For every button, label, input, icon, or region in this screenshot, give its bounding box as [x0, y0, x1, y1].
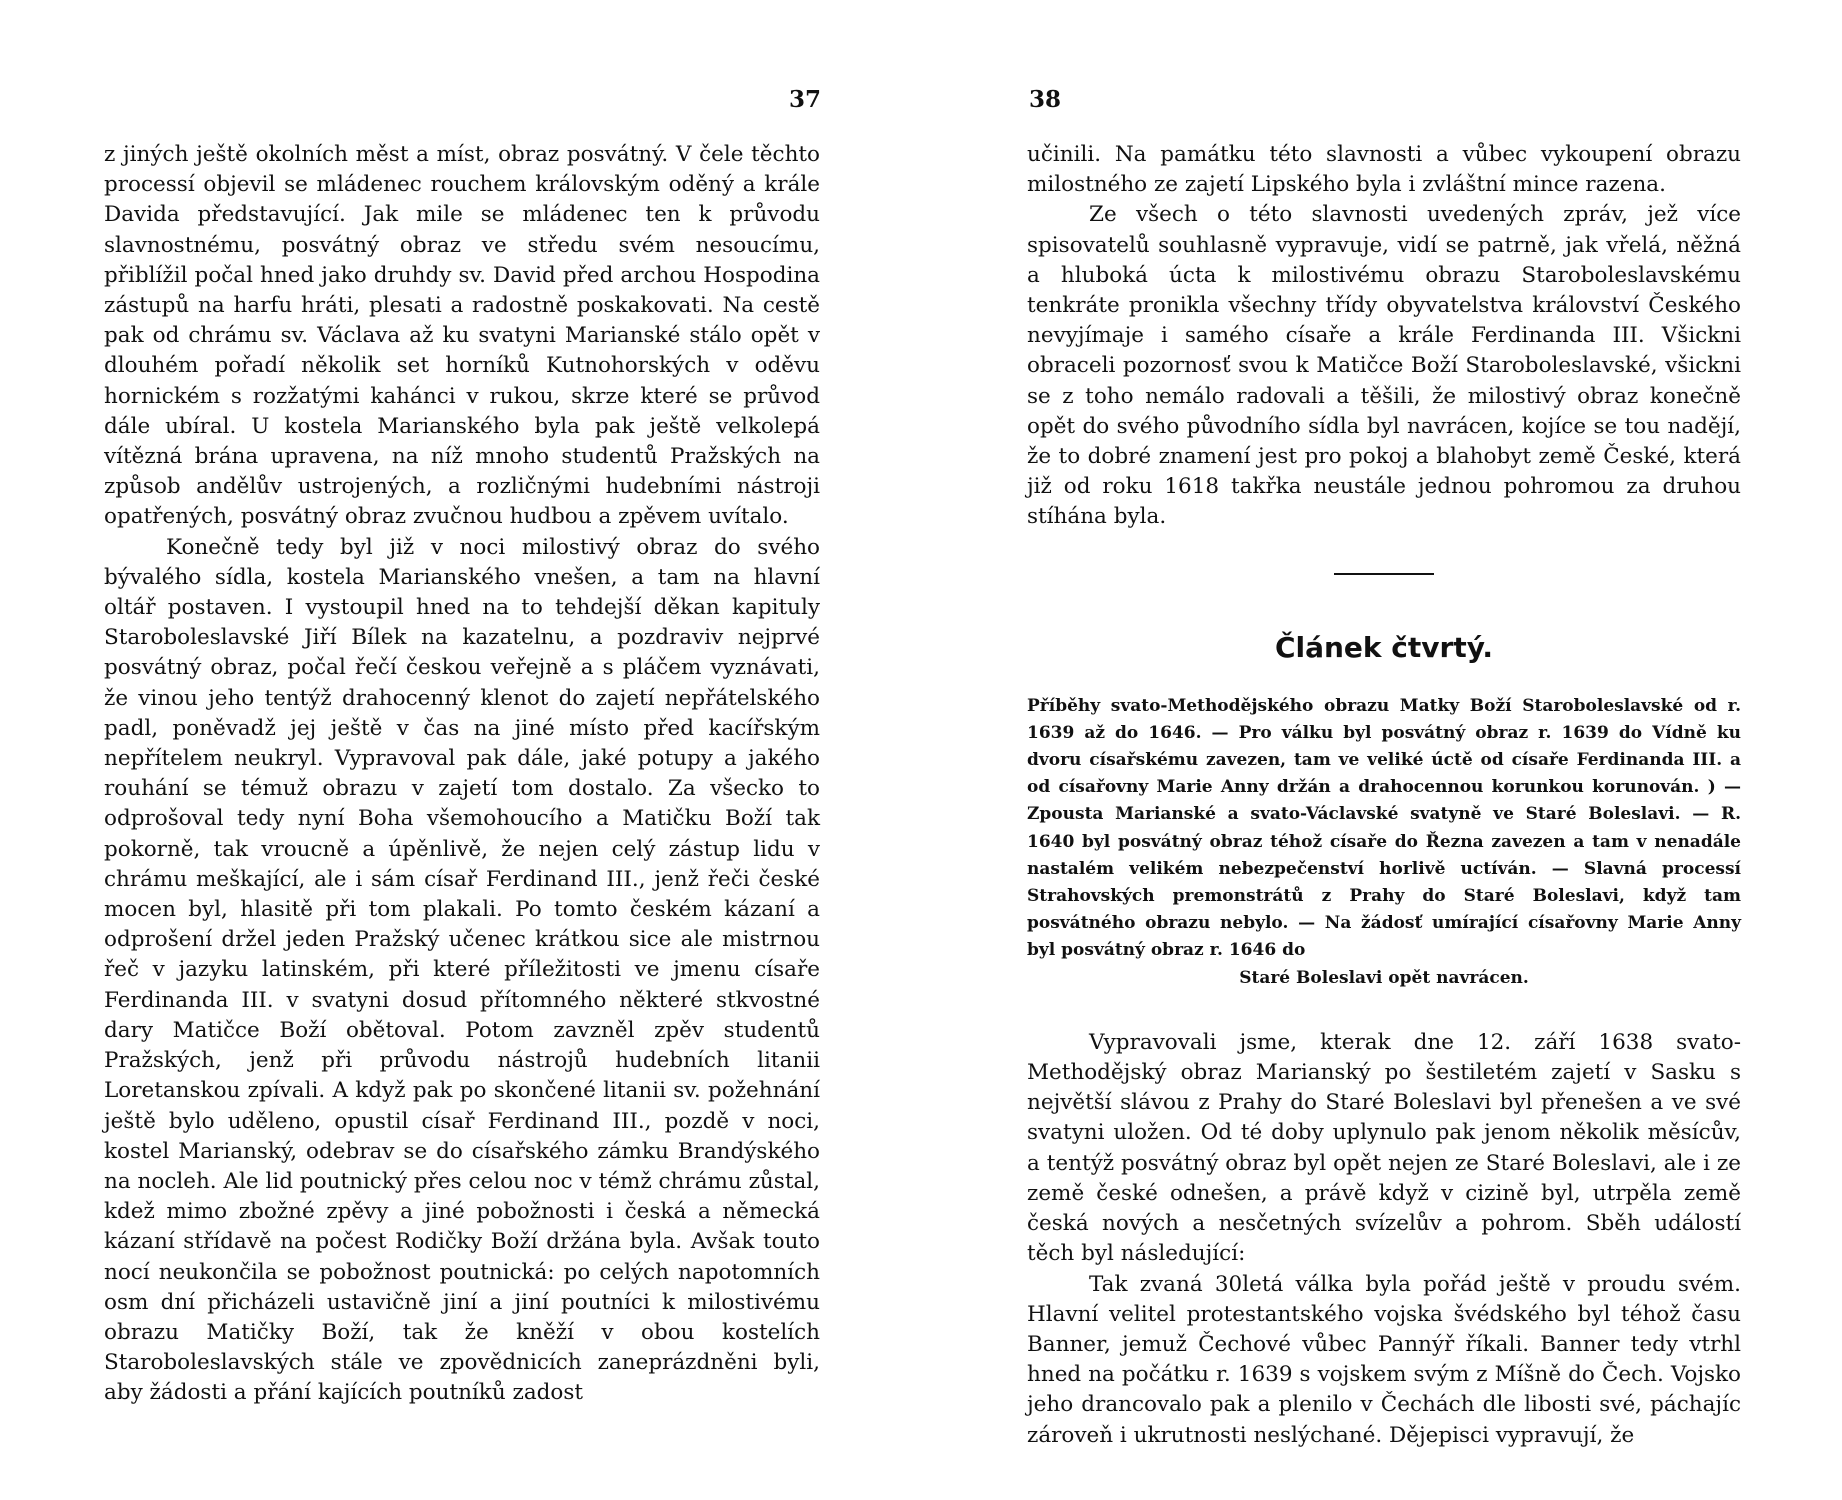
paragraph: učinili. Na památku této slavnosti a vůbec vykoupení obrazu milostného ze zajetí Lipského byla i zvláštní mince razena.	[1027, 142, 1741, 198]
paragraph: z jiných ještě okolních měst a míst, obraz posvátný. V čele těchto processí objevil se mládenec rouchem královským oděný a krále Davida představující. Jak mile se mládenec ten k průvodu slavnostnému, posvátný obraz ve středu svém nesoucímu, přiblížil počal hned jako druhdy sv. David před archou Hospodina zástupů na harfu hráti, plesati a radostně poskakovati. Na cestě pak od chrámu sv. Václava až ku svatyni Marianské stálo opět v dlouhém pořadí několik set horníků Kutnohorských v oděvu hornickém s rozžatými kahánci v rukou, skrze které se průvod dále ubíral. U kostela Marianského byla pak ještě velkolepá vítězná brána upravena, na níž mnoho studentů Pražských na způsob andělův ustrojených, a rozličnými hudebními nástroji opatřených, posvátný obraz zvučnou hudbou a zpěvem uvítalo.	[104, 142, 820, 530]
paragraph: Konečně tedy byl již v noci milostivý obraz do svého bývalého sídla, kostela Marianského vnešen, a tam na hlavní oltář postaven. I vystoupil hned na to tehdejší děkan kapituly Staroboleslavské Jiří Bílek na kazatelnu, a pozdraviv nejprvé posvátný obraz, počal řečí českou veřejně a s pláčem vyznávati, že vinou jeho tentýž drahocenný klenot do zajetí nepřátelského padl, poněvadž jej ještě v čas na jiné místo před kacířským nepřítelem neukryl. Vypravoval pak dále, jaké potupy a jakého rouhání se témuž obrazu v zajetí tom dostalo. Za všecko to odprošoval tedy nyní Boha všemohoucího a Matičku Boží tak pokorně, tak vroucně a úpěnlivě, že nejen celý zástup lidu v chrámu meškající, ale i sám císař Ferdinand III., jenž řeči české mocen byl, hlasitě při tom plakali. Po tomto českém kázaní a odprošení držel jeden Pražský učenec krátkou sice ale mistrnou řeč v jazyku latinském, při které příležitosti ve jmenu císaře Ferdinanda III. v svatyni dosud přítomného některé stkvostné dary Matičce Boží obětoval. Potom zavzněl zpěv studentů Pražských, jenž při průvodu nástrojů hudebních litanii Loretanskou zpívali. A když pak po skončené litanii sv. požehnání ještě bylo uděleno, opustil císař Ferdinand III., pozdě v noci, kostel Marianský, odebrav se do císařského zámku Brandýského na nocleh. Ale lid poutnický přes celou noc v témž chrámu zůstal, kdež mimo zbožné zpěvy a jiné pobožnosti i česká a německá kázaní střídavě na počest Rodičky Boží držána byla. Avšak touto nocí neukončila se pobožnost poutnická: po celých napotomních osm dní přicházeli ustavičně jiní a jiní poutníci k milostivému obrazu Matičky Boží, tak že kněží v obou kostelích Staroboleslavských stále ve zpovědnicích zaneprázdněni byli, aby žádosti a přání kajících poutníků zadost	[104, 534, 820, 1406]
chapter-summary-text: Příběhy svato-Methodějského obrazu Matky Boží Staroboleslavské od r. 1639 až do 1646. — Pro válku byl posvátný obraz r. 1639 do Vídně ku dvoru císařskému zavezen, tam ve veliké úctě od císaře Ferdinanda III. a od císařovny Marie Anny držán a drahocennou korunkou korunován. ) — Zpousta Marianské a svato-Václavské svatyně ve Staré Boleslavi. — R. 1640 byl posvátný obraz téhož císaře do Řezna zavezen a tam v nenadále nastalém velikém nebezpečenství horlivě uctíván. — Slavná processí Strahovských premonstrátů z Prahy do Staré Boleslavi, když tam posvátného obrazu nebylo. — Na žádosť umírající císařovny Marie Anny byl posvátný obraz r. 1646 do	[1027, 695, 1741, 961]
section-divider	[1334, 573, 1434, 575]
text-column	[1027, 140, 1741, 1451]
right-page	[921, 0, 1842, 1500]
paragraph: Ze všech o této slavnosti uvedených zpráv, jež více spisovatelů souhlasně vypravuje, vidí se patrně, jak vřelá, něžná a hluboká úcta k milostivému obrazu Staroboleslavskému tenkráte pronikla všechny třídy obyvatelstva království Českého nevyjímaje i samého císaře a krále Ferdinanda III. Všickni obraceli pozornosť svou k Matičce Boží Staroboleslavské, všickni se z toho nemálo radovali a těšili, že milostivý obraz konečně opět do svého původního sídla byl navrácen, kojíce se tou nadějí, že to dobré znamení jest pro pokoj a blahobyt země České, která již od roku 1618 takřka neustále jednou pohromou za druhou stíhána byla.	[1027, 202, 1741, 530]
page-number: 38	[1029, 86, 1062, 113]
paragraph: Vypravovali jsme, kterak dne 12. září 1638 svato-Methodějský obraz Marianský po šestiletém zajetí v Sasku s největší slávou z Prahy do Staré Boleslavi byl přenešen a ve své svatyni uložen. Od té doby uplynulo pak jenom několik měsícův, a tentýž posvátný obraz byl opět nejen ze Staré Boleslavi, ale i ze země české odnešen, a právě když v cizině byl, utrpěla země česká nových a nesčetných svízelův a pohrom. Sběh událostí těch byl následující:	[1027, 1029, 1741, 1267]
text-column	[104, 140, 820, 1409]
page-number: 37	[789, 86, 822, 113]
chapter-title: Článek čtvrtý.	[1274, 630, 1494, 664]
chapter-summary	[1027, 693, 1741, 992]
chapter-summary-last-line: Staré Boleslavi opět navrácen.	[1239, 967, 1529, 988]
paragraph: Tak zvaná 30letá válka byla pořád ještě v proudu svém. Hlavní velitel protestantského vojska švédského byl téhož času Banner, jemuž Čechové vůbec Pannýř říkali. Banner tedy vtrhl hned na počátku r. 1639 s vojskem svým z Míšně do Čech. Vojsko jeho drancovalo pak a plenilo v Čechách dle libosti své, páchajíc zároveň i ukrutnosti neslýchané. Dějepisci vypravují, že	[1027, 1271, 1741, 1448]
